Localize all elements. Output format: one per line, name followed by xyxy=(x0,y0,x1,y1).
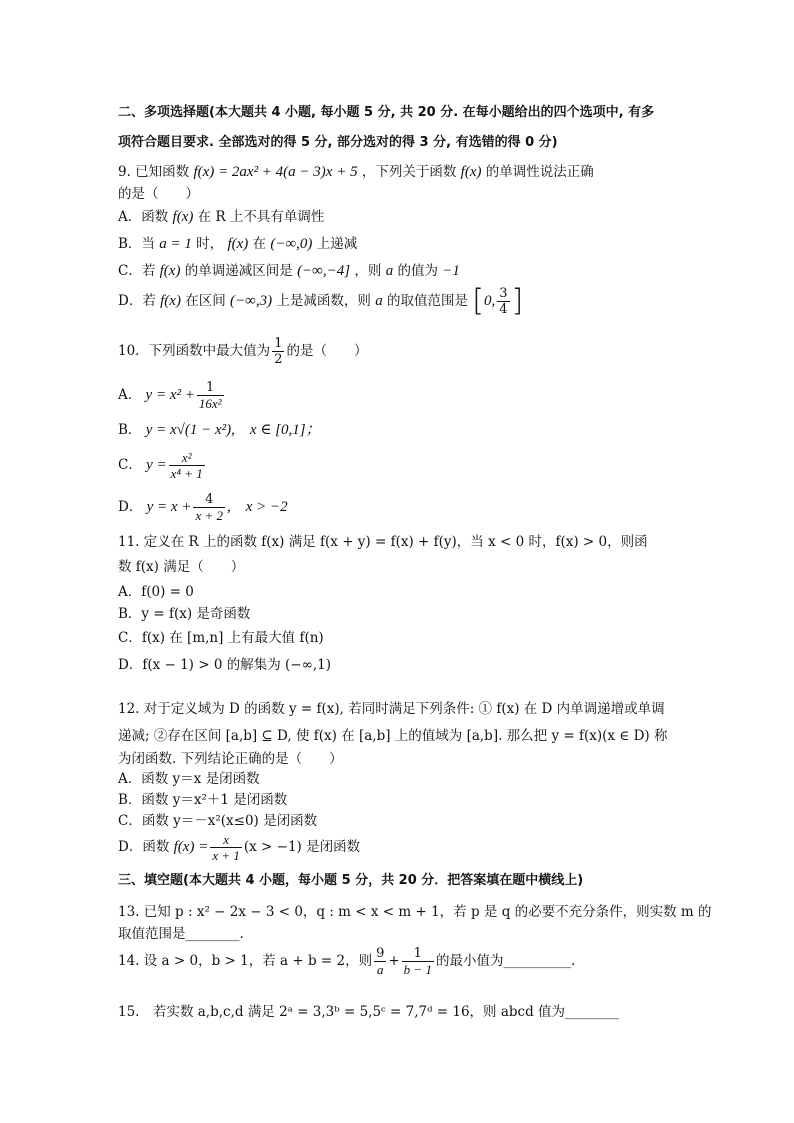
q9-d-zero: 0, xyxy=(484,293,496,309)
q12-d-fraction xyxy=(210,832,242,863)
q10-stem-fraction xyxy=(272,336,284,367)
q10-a-denominator: 16x² xyxy=(198,396,222,411)
q11-option-d: D．f(x − 1) > 0 的解集为 (−∞,1) xyxy=(118,657,331,673)
q9-stem xyxy=(118,163,594,181)
q11-option-b: B．y = f(x) 是奇函数 xyxy=(118,606,251,622)
q10-option-a xyxy=(118,380,226,411)
q12-d-pre: D．函数 xyxy=(118,839,170,855)
section2-title-line1: 二、多项选择题(本大题共 4 小题, 每小题 5 分, 共 20 分. 在每小题给出的四个选项中, 有多 xyxy=(118,105,655,120)
q12-stem-line1: 12. 对于定义域为 D 的函数 y = f(x), 若同时满足下列条件: ① f(x) 在 D 内单调递增或单调 xyxy=(118,701,665,717)
q10-a-numerator: 1 xyxy=(206,380,215,395)
q9-b-mid: 时， xyxy=(196,236,224,252)
q10-c-eq: y = xyxy=(146,457,167,473)
q9-c-value: −1 xyxy=(442,263,460,279)
q11-option-a: A．f(0) = 0 xyxy=(118,584,194,600)
q12-stem-line2: 递减; ②存在区间 [a,b] ⊆ D, 使 f(x) 在 [a,b] 上的值域为 [a,b]. 那么把 y = f(x)(x ∈ D) 称 xyxy=(118,728,668,744)
q12-option-d xyxy=(118,832,360,863)
q10-option-b xyxy=(118,421,321,439)
q10-a-fraction xyxy=(197,380,224,411)
q12-option-b: B．函数 y＝x²＋1 是闭函数 xyxy=(118,792,288,808)
q10-c-denominator: x⁴ + 1 xyxy=(170,466,203,481)
q12-d-eq: f(x) = xyxy=(173,839,209,855)
q9-d-fraction xyxy=(497,286,509,317)
q10-d-eq: y = x + xyxy=(146,499,192,515)
q10-d-fraction xyxy=(193,492,225,523)
q9-b-pre: B．当 xyxy=(118,236,155,252)
q9-b-cond: a = 1 xyxy=(159,236,192,252)
q15-stem: 15. 若实数 a,b,c,d 满足 2ᵃ = 3,3ᵇ = 5,5ᶜ = 7,7ᵈ = 16，则 abcd 值为________ xyxy=(118,1004,620,1020)
q9-d-post: 的取值范围是 xyxy=(387,293,468,309)
q10-stem-numerator: 1 xyxy=(274,336,283,351)
q9-option-b xyxy=(118,235,357,253)
q14-post: 的最小值为__________. xyxy=(435,953,576,969)
q12-d-post: (x > −1) 是闭函数 xyxy=(243,839,361,855)
q11-option-c: C．f(x) 在 [m,n] 上有最大值 f(n) xyxy=(118,630,324,646)
q10-stem xyxy=(118,336,367,367)
q9-b-fx: f(x) xyxy=(227,236,249,252)
q9-c-mid2: ，则 xyxy=(354,263,382,279)
q14-stem xyxy=(118,946,575,977)
q14-f2-denominator: b − 1 xyxy=(403,962,432,977)
q10-b-pre: B． xyxy=(118,422,142,438)
q9-b-interval: (−∞,0) xyxy=(270,236,313,252)
q10-a-pre: A． xyxy=(118,387,142,403)
q10-d-denominator: x + 2 xyxy=(195,508,223,523)
q10-c-numerator: x² xyxy=(181,450,192,465)
q14-fraction-1 xyxy=(374,946,386,977)
q12-option-c: C．函数 y＝－x²(x≤0) 是闭函数 xyxy=(118,813,318,829)
q10-c-fraction xyxy=(169,450,205,481)
q14-fraction-2 xyxy=(402,946,434,977)
q14-f1-numerator: 9 xyxy=(376,946,385,961)
q13-stem-line2: 取值范围是________. xyxy=(118,926,244,942)
q9-c-a: a xyxy=(385,263,394,279)
q12-stem-line3: 为闭函数. 下列结论正确的是（ ） xyxy=(118,751,343,767)
q9-function: f(x) = 2ax² + 4(a − 3)x + 5 xyxy=(193,164,358,180)
q9-b-mid2: 在 xyxy=(252,236,267,252)
q9-c-pre: C．若 xyxy=(118,263,156,279)
q9-option-c xyxy=(118,262,460,280)
q9-c-fx: f(x) xyxy=(159,263,181,279)
section3-title: 三、填空题(本大题共 4 小题，每小题 5 分，共 20 分．把答案填在题中横线上) xyxy=(118,873,584,888)
q10-a-eq: y = x² + xyxy=(145,387,195,403)
q9-c-interval: (−∞,−4] xyxy=(297,263,351,279)
q10-b-eq: y = x√(1 − x²), x ∈ [0,1]； xyxy=(145,422,321,438)
q9-d-numerator: 3 xyxy=(499,286,508,301)
q10-option-d xyxy=(118,492,288,523)
q9-stem-line2: 的是（ ） xyxy=(118,186,199,202)
q9-stem-post: 的单调性说法正确 xyxy=(485,164,594,180)
q9-b-post: 上递减 xyxy=(316,236,358,252)
q9-d-denominator: 4 xyxy=(499,302,508,317)
q9-c-mid: 的单调递减区间是 xyxy=(184,263,293,279)
q9-a-pre: A．函数 xyxy=(118,209,169,225)
section2-title-line2: 项符合题目要求. 全部选对的得 5 分, 部分选对的得 3 分, 有选错的得 0 分) xyxy=(118,135,558,150)
q10-d-pre: D． xyxy=(118,499,143,515)
q9-d-pre: D．若 xyxy=(118,293,156,309)
q9-fx: f(x) xyxy=(460,164,482,180)
q14-f1-denominator: a xyxy=(374,961,386,977)
q14-f2-numerator: 1 xyxy=(413,946,422,961)
q9-c-post: 的值为 xyxy=(397,263,438,279)
q9-option-d xyxy=(118,283,524,319)
q11-stem-line1: 11. 定义在 R 上的函数 f(x) 满足 f(x + y) = f(x) + f(y)，当 x < 0 时，f(x) > 0，则函 xyxy=(118,534,648,550)
q12-d-denominator: x + 1 xyxy=(212,848,240,863)
q12-option-a: A．函数 y＝x 是闭函数 xyxy=(118,771,260,787)
q10-option-c xyxy=(118,450,207,481)
q9-d-a: a xyxy=(375,293,383,309)
q10-d-post: , x > −2 xyxy=(226,499,288,515)
q9-d-mid2: 上是减函数，则 xyxy=(276,293,371,309)
q11-stem-line2: 数 f(x) 满足（ ） xyxy=(118,559,245,575)
q14-plus: + xyxy=(388,953,400,969)
q9-option-a xyxy=(118,208,324,226)
q10-c-pre: C． xyxy=(118,457,142,473)
q9-d-fx: f(x) xyxy=(160,293,181,309)
q9-stem-mid: ，下列关于函数 xyxy=(361,164,457,180)
q9-a-fx: f(x) xyxy=(172,209,194,225)
q10-stem-post: 的是（ ） xyxy=(286,343,368,359)
q9-d-mid: 在区间 xyxy=(185,293,226,309)
q9-d-left-bracket: [ xyxy=(472,283,485,319)
q12-d-numerator: x xyxy=(223,832,229,847)
q9-d-right-bracket: ] xyxy=(511,283,524,319)
q10-d-numerator: 4 xyxy=(205,492,214,507)
q9-d-interval: (−∞,3) xyxy=(230,293,273,309)
q9-a-post: 在 R 上不具有单调性 xyxy=(197,209,325,225)
q10-stem-denominator: 2 xyxy=(274,352,283,367)
q13-stem-line1: 13. 已知 p : x² − 2x − 3 < 0，q : m < x < m + 1，若 p 是 q 的必要不充分条件，则实数 m 的 xyxy=(118,904,712,920)
q9-stem-pre: 9. 已知函数 xyxy=(118,164,190,180)
q10-stem-pre: 10．下列函数中最大值为 xyxy=(118,343,271,359)
q14-pre: 14. 设 a > 0，b > 1，若 a + b = 2，则 xyxy=(118,953,373,969)
